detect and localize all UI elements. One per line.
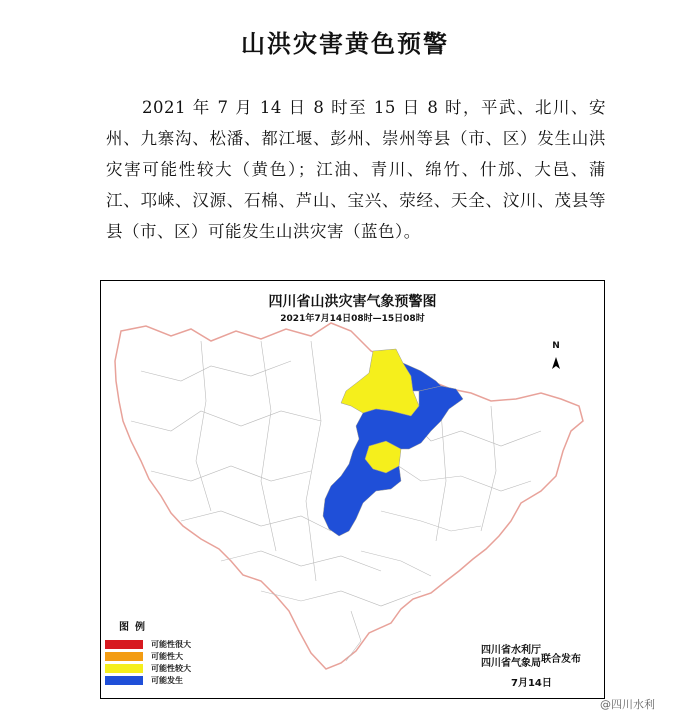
legend-label: 可能性较大 [151,664,191,673]
sichuan-map-graphic [101,281,605,699]
legend-swatch [105,676,143,685]
north-label: N [552,341,560,351]
legend-title: 图例 [119,622,151,633]
map-title: 四川省山洪灾害气象预警图 [268,294,437,310]
legend-swatch [105,640,143,649]
joint-release-label: 联合发布 [541,654,581,665]
legend-swatch [105,664,143,673]
page-title: 山洪灾害黄色预警 [241,29,449,58]
legend-label: 可能性大 [151,652,183,661]
issuer-block [481,644,541,670]
map-date: 7月14日 [511,678,552,689]
weibo-watermark: @四川水利 [600,698,655,711]
warning-paragraph: 2021 年 7 月 14 日 8 时至 15 日 8 时，平武、北川、安州、九寨沟、松潘、都江堰、彭州、崇州等县（市、区）发生山洪灾害可能性较大（黄色）；江油、青川、绵竹、什邡、大邑、蒲江、邛崃、汉源、石棉、芦山、宝兴、荥经、天全、汶川、茂县等县（市、区）可能发生山洪灾害（蓝色）。 [106,98,606,241]
legend-label: 可能发生 [151,676,183,685]
warning-map [100,280,605,699]
map-subtitle: 2021年7月14日08时—15日08时 [280,314,425,324]
north-arrow-icon [552,357,560,369]
legend-swatch [105,652,143,661]
legend-label: 可能性很大 [151,640,191,649]
issuer-water-dept: 四川省水利厅 [481,645,541,656]
issuer-meteorology: 四川省气象局 [481,658,541,669]
